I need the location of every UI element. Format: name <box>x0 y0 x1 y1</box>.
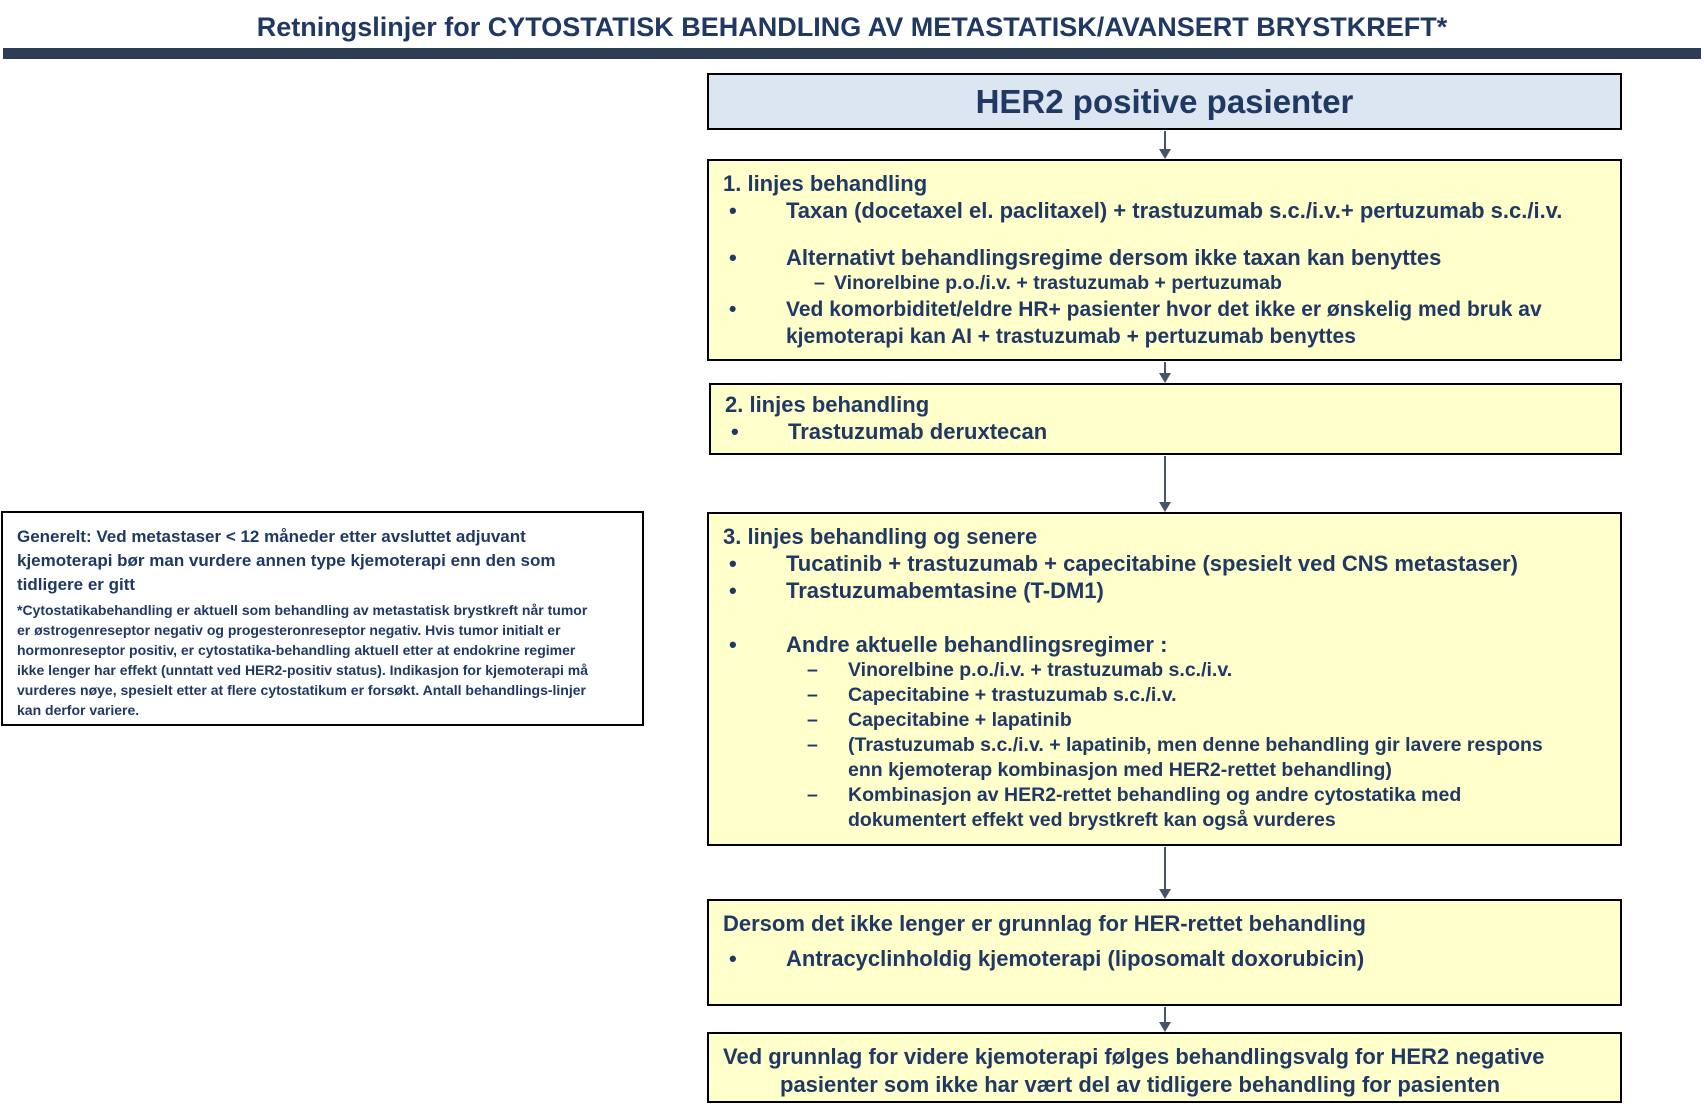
no-her-therapy-box <box>707 899 1622 1006</box>
third-line-box <box>707 512 1622 846</box>
page-title: Retningslinjer for CYTOSTATISK BEHANDLING AV METASTATISK/AVANSERT BRYSTKREFT* <box>256 12 1448 42</box>
further-chemo-line-2: pasienter som ikke har vært del av tidligere behandling for pasienten <box>780 1072 1501 1097</box>
arrowhead-3 <box>1159 502 1171 512</box>
no-her-therapy-heading: Dersom det ikke lenger er grunnlag for HER-rettet behandling <box>723 911 1366 936</box>
first-line-heading: 1. linjes behandling <box>723 171 928 196</box>
connector-1 <box>1164 131 1166 149</box>
arrowhead-4 <box>1159 889 1171 899</box>
second-line-box <box>709 383 1622 455</box>
arrowhead-2 <box>1159 373 1171 383</box>
second-line-heading: 2. linjes behandling <box>725 392 930 417</box>
bullet-item: • Trastuzumabemtasine (T-DM1) <box>729 578 1104 603</box>
bullet-item: • Andre aktuelle behandlingsregimer : <box>729 632 1168 657</box>
first-line-box <box>707 159 1622 361</box>
general-note-box <box>1 511 644 726</box>
sub-bullet-item: – (Trastuzumab s.c./i.v. + lapatinib, men denne behandling gir lavere respons enn kjemoterap kombinasjon med HER2-rettet behandling) <box>807 734 1543 781</box>
title-divider <box>3 48 1701 59</box>
connector-4 <box>1164 847 1166 889</box>
footnote: *Cytostatikabehandling er aktuell som behandling av metastatisk brystkreft når tumor er østrogenreseptor negativ og progesteronreseptor negativ. Hvis tumor initialt er hormonreseptor positiv, er cytostatika-behandling aktuell etter at endokrine regimer ikke lenger har effekt (unntatt ved HER2-positiv status). Indikasjon for kjemoterapi må vurderes nøye, spesielt etter at flere cytostatikum er forsøkt. Antall behandlings-linjer kan derfor variere. <box>17 602 589 718</box>
sub-bullet-item: – Vinorelbine p.o./i.v. + trastuzumab + pertuzumab <box>814 272 1282 294</box>
connector-5 <box>1164 1007 1166 1022</box>
arrowhead-5 <box>1159 1022 1171 1032</box>
sub-bullet-item: – Vinorelbine p.o./i.v. + trastuzumab s.c./i.v. <box>807 659 1233 681</box>
her2-positive-header: HER2 positive pasienter <box>707 73 1622 130</box>
general-note: Generelt: Ved metastaser < 12 måneder etter avsluttet adjuvant kjemoterapi bør man vurdere annen type kjemoterapi enn den som tidligere er gitt <box>17 527 556 594</box>
bullet-item: • Antracyclinholdig kjemoterapi (liposomalt doxorubicin) <box>729 946 1365 971</box>
arrowhead-1 <box>1159 149 1171 159</box>
bullet-item: • Tucatinib + trastuzumab + capecitabine (spesielt ved CNS metastaser) <box>729 551 1518 576</box>
bullet-item: • Taxan (docetaxel el. paclitaxel) + trastuzumab s.c./i.v.+ pertuzumab s.c./i.v. <box>729 198 1563 223</box>
bullet-item: • Alternativt behandlingsregime dersom ikke taxan kan benyttes <box>729 245 1442 270</box>
further-chemo-box <box>707 1032 1622 1103</box>
connector-3 <box>1164 456 1166 502</box>
bullet-item: • Ved komorbiditet/eldre HR+ pasienter hvor det ikke er ønskelig med bruk av kjemoterapi kan AI + trastuzumab + pertuzumab benyttes <box>729 298 1542 348</box>
further-chemo-line-1: Ved grunnlag for videre kjemoterapi følges behandlingsvalg for HER2 negative <box>723 1044 1545 1069</box>
sub-bullet-item: – Kombinasjon av HER2-rettet behandling og andre cytostatika med dokumentert effekt ved brystkreft kan også vurderes <box>807 784 1462 831</box>
sub-bullet-item: – Capecitabine + trastuzumab s.c./i.v. <box>807 684 1177 706</box>
third-line-heading: 3. linjes behandling og senere <box>723 524 1038 549</box>
sub-bullet-item: – Capecitabine + lapatinib <box>807 709 1072 731</box>
bullet-item: • Trastuzumab deruxtecan <box>731 419 1048 444</box>
